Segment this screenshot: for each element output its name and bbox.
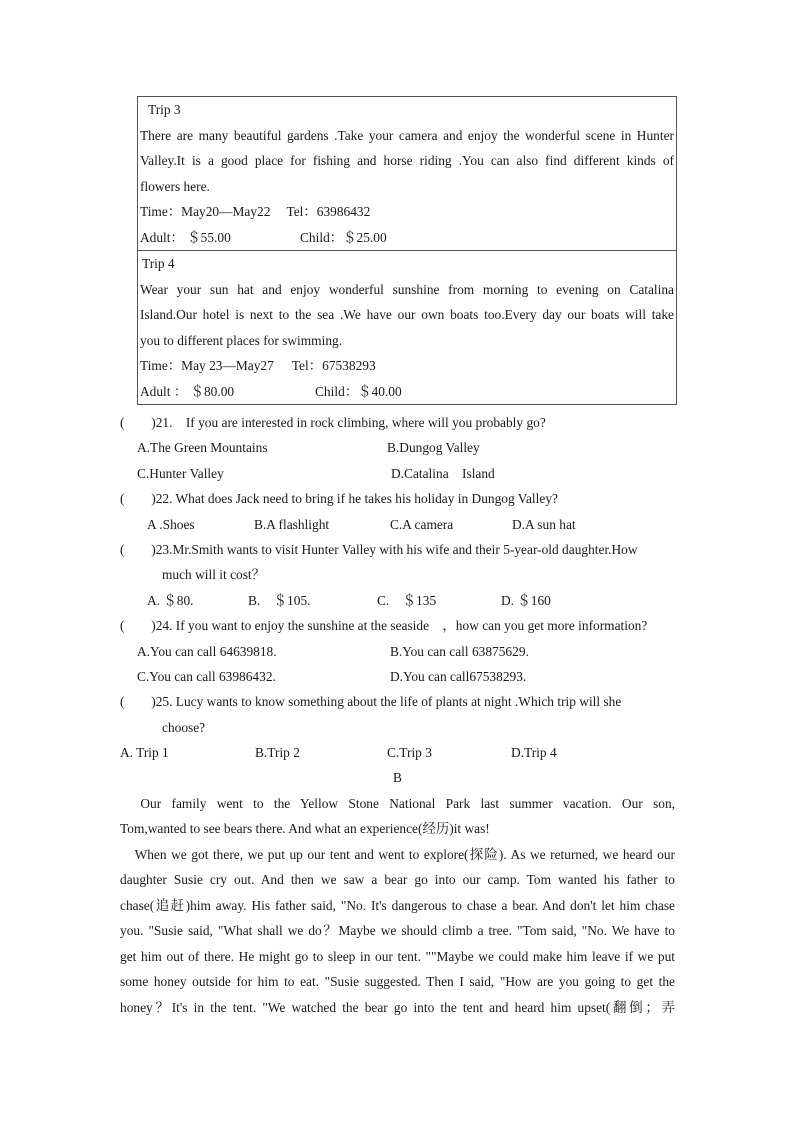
option-c: C.Trip 3 <box>387 745 432 761</box>
question-24-options-ab <box>120 639 675 664</box>
question-25-stem: ( )25. Lucy wants to know something about the life of plants at night .Which trip will she <box>120 694 622 710</box>
trip-title: Trip 3 <box>148 102 181 117</box>
trip-time: Time：May 23—May27 <box>140 358 274 373</box>
question-23-stem-continued: much will it cost？ <box>162 567 266 583</box>
passage-line: daughter Susie cry out. And then we saw a bear go into our camp. Tom wanted his father to <box>120 872 675 887</box>
question-21-stem: ( )21. If you are interested in rock climbing, where will you probably go? <box>120 415 546 430</box>
question-21-options-cd <box>120 461 675 486</box>
option-a: A.You can call 64639818. <box>137 643 277 659</box>
trip-tel: Tel：67538293 <box>291 358 376 373</box>
trip-text-line: Valley.It is a good place for fishing and horse riding .You can also find different kinds of <box>140 153 674 168</box>
trip-time: Time：May20—May22 <box>140 204 271 219</box>
trip-time-tel <box>140 199 674 225</box>
question-23-stem: ( )23.Mr.Smith wants to visit Hunter Valley with his wife and their 5-year-old daughter.How <box>120 541 638 557</box>
option-b: B.A flashlight <box>254 516 330 532</box>
option-b: B.You can call 63875629. <box>390 643 529 659</box>
question-23-options <box>120 588 675 613</box>
option-d: D.Trip 4 <box>511 745 557 761</box>
option-c: C.Hunter Valley <box>137 465 224 481</box>
trip-4-box <box>138 251 676 404</box>
passage-paragraph-2 <box>120 842 675 1021</box>
trip-tel: Tel：63986432 <box>286 204 371 219</box>
passage-line: Our family went to the Yellow Stone National Park last summer vacation. Our son, <box>120 795 675 811</box>
question-25-stem-continued: choose? <box>162 719 206 735</box>
option-a: A .Shoes <box>147 516 195 532</box>
trip-adult-price: Adult： ＄55.00 <box>140 229 231 245</box>
trip-price <box>140 379 674 405</box>
trip-title: Trip 4 <box>142 256 175 271</box>
option-c: C.A camera <box>390 516 454 532</box>
option-a: A.The Green Mountains <box>137 440 268 456</box>
section-heading: B <box>393 770 402 785</box>
trip-time-tel <box>140 353 674 379</box>
question-25-options <box>120 740 675 765</box>
option-d: D.You can call67538293. <box>390 668 527 684</box>
passage-line: Tom,wanted to see bears there. And what an experience(经历)it was! <box>120 821 490 836</box>
question-21-options-ab <box>120 435 675 460</box>
option-d: D. ＄160 <box>501 592 551 608</box>
questions <box>120 410 675 765</box>
section-b <box>120 765 675 1020</box>
trip-table <box>137 96 677 405</box>
trip-adult-price: Adult ： ＄80.00 <box>140 383 235 399</box>
option-c: C. ＄135 <box>377 592 437 608</box>
option-b: B.Dungog Valley <box>387 440 480 456</box>
passage-line: you. "Susie said, "What shall we do？Maybe we should climb a tree. "Tom said, "No. We have to <box>120 923 675 938</box>
question-22-stem: ( )22. What does Jack need to bring if he takes his holiday in Dungog Valley? <box>120 491 558 507</box>
option-b: B. ＄105. <box>248 592 311 608</box>
question-24-stem: ( )24. If you want to enjoy the sunshine at the seaside ，how can you get more information? <box>120 618 648 634</box>
trip-text-line: flowers here. <box>140 178 210 194</box>
trip-child-price: Child：＄25.00 <box>300 229 387 245</box>
question-24-options-cd <box>120 664 675 689</box>
passage-line: some honey outside for him to eat. "Susie suggested. Then I said, "How are you going to get the <box>120 974 675 989</box>
trip-text-line: There are many beautiful gardens .Take your camera and enjoy the wonderful scene in Hunter <box>140 127 674 143</box>
question-22-options <box>120 512 675 537</box>
option-c: C.You can call 63986432. <box>137 668 276 684</box>
trip-text-line: Island.Our hotel is next to the sea .We have our own boats too.Every day our boats will take <box>140 307 674 322</box>
passage-line: honey？It's in the tent. "We watched the bear go into the tent and heard him upset(翻倒；弄 <box>120 999 675 1015</box>
passage-paragraph-1 <box>120 791 675 842</box>
passage-line: When we got there, we put up our tent and went to explore(探险). As we returned, we heard our <box>120 846 675 862</box>
passage-line: get him out of there. He might go to sleep in our tent. ""Maybe we could make him leave if we put <box>120 948 675 964</box>
trip-3-box <box>138 97 676 251</box>
option-a: A. Trip 1 <box>120 745 169 761</box>
option-b: B.Trip 2 <box>255 745 300 761</box>
option-d: D.Catalina Island <box>391 465 495 481</box>
option-a: A. ＄80. <box>147 592 194 608</box>
passage-line: chase(追赶)him away. His father said, "No. It's dangerous to chase a bear. And don't let him chase <box>120 897 675 913</box>
trip-child-price: Child：＄40.00 <box>315 383 402 399</box>
trip-text-line: you to different places for swimming. <box>140 332 343 348</box>
trip-price <box>140 225 674 251</box>
trip-text-line: Wear your sun hat and enjoy wonderful sunshine from morning to evening on Catalina <box>140 281 674 297</box>
option-d: D.A sun hat <box>512 516 576 532</box>
